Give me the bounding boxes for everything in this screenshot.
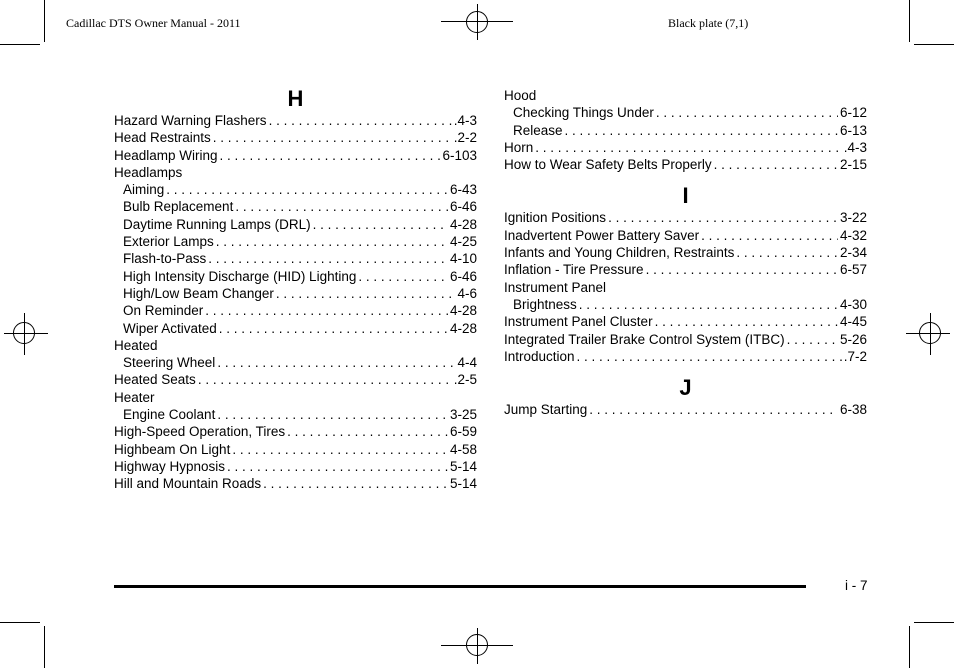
- index-entry-label: How to Wear Safety Belts Properly: [504, 157, 712, 173]
- index-entry-page: 5-14: [449, 476, 477, 492]
- index-entry: [504, 139, 867, 156]
- index-column-left: [114, 86, 477, 493]
- index-entry: [114, 320, 477, 337]
- index-entry-label: Head Restraints: [114, 130, 211, 146]
- index-entry-page: 6-38: [839, 402, 867, 418]
- index-entry: [114, 458, 477, 475]
- dot-leader: [227, 458, 448, 475]
- section-letter: I: [682, 183, 689, 209]
- index-entry-label: Heated Seats: [114, 372, 196, 388]
- dot-leader: [235, 198, 448, 215]
- index-column-right: [504, 87, 867, 418]
- index-entry-page: 2-34: [839, 245, 867, 261]
- index-entry-page: 4-28: [449, 216, 477, 232]
- index-entry: [114, 285, 477, 302]
- index-entry: [114, 147, 477, 164]
- index-entry: [114, 406, 477, 423]
- index-entry-page: 4-28: [449, 320, 477, 336]
- index-entry: [504, 296, 867, 313]
- index-entry-page: 6-57: [839, 262, 867, 278]
- header-manual-title: Cadillac DTS Owner Manual - 2011: [66, 16, 241, 30]
- index-entry-list: [114, 112, 477, 493]
- index-entry-label: Release: [513, 122, 563, 138]
- index-entry-label: Hazard Warning Flashers: [114, 113, 267, 128]
- dot-leader: [313, 216, 448, 233]
- dot-leader: [358, 268, 448, 285]
- index-letter-group: [504, 365, 867, 418]
- index-entry: [114, 371, 477, 388]
- index-entry: [114, 475, 477, 492]
- index-entry: [504, 122, 867, 139]
- dot-leader: [655, 313, 838, 330]
- dot-leader: [535, 139, 841, 156]
- index-entry: [504, 401, 867, 418]
- index-entry-page: 4-32: [839, 227, 867, 243]
- index-entry: [504, 261, 867, 278]
- dot-leader: [232, 441, 448, 458]
- index-entry-label: Instrument Panel Cluster: [504, 314, 653, 330]
- index-entry-page: .2-5: [453, 372, 477, 388]
- index-entry: [504, 348, 867, 365]
- dot-leader: [217, 354, 455, 371]
- dot-leader: [646, 261, 838, 278]
- index-entry-page: 3-22: [839, 210, 867, 226]
- dot-leader: [213, 129, 452, 146]
- index-entry-label: Highway Hypnosis: [114, 458, 226, 474]
- index-entry: [114, 354, 477, 371]
- index-entry-label: High-Speed Operation, Tires: [114, 424, 286, 440]
- index-entry-label: Inadvertent Power Battery Saver: [504, 227, 700, 243]
- index-entry-label: Exterior Lamps: [123, 234, 214, 250]
- index-entry-page: .4-3: [843, 139, 867, 155]
- footer-rule: [114, 585, 806, 588]
- index-entry-label: On Reminder: [123, 303, 204, 319]
- dot-leader: [166, 181, 448, 198]
- index-entry-label: Inflation - Tire Pressure: [504, 262, 644, 278]
- index-entry-page: 6-59: [449, 424, 477, 440]
- dot-leader: [714, 156, 838, 173]
- index-entry-page: 4-58: [449, 441, 477, 457]
- dot-leader: [589, 401, 838, 418]
- index-entry-page: 6-12: [839, 105, 867, 121]
- index-entry-page: 6-46: [449, 199, 477, 215]
- index-entry-label: Jump Starting: [504, 402, 588, 418]
- index-entry: [114, 198, 477, 215]
- index-entry-page: 4-4: [457, 355, 477, 371]
- index-group-list: [504, 87, 867, 418]
- index-entry-label: High/Low Beam Changer: [123, 285, 274, 301]
- index-entry-page: 6-43: [449, 182, 477, 198]
- index-entry: [504, 313, 867, 330]
- dot-leader: [276, 285, 456, 302]
- index-entry: [114, 389, 477, 406]
- index-entry: [504, 156, 867, 173]
- index-entry-page: 4-25: [449, 234, 477, 250]
- index-entry-label: Steering Wheel: [123, 355, 216, 371]
- index-letter-group: [504, 87, 867, 173]
- page-number: i - 7: [845, 578, 868, 593]
- index-entry: [504, 244, 867, 261]
- index-entry-label: Hood: [504, 88, 537, 103]
- dot-leader: [198, 371, 452, 388]
- index-entry: [114, 129, 477, 146]
- index-entry-page: .7-2: [843, 348, 867, 364]
- dot-leader: [208, 250, 448, 267]
- index-entry-page: .4-3: [453, 113, 477, 128]
- dot-leader: [656, 104, 838, 121]
- index-entry-label: Headlamps: [114, 164, 183, 180]
- section-letter-h: H: [287, 86, 304, 111]
- dot-leader: [205, 302, 448, 319]
- index-entry: [114, 216, 477, 233]
- index-entry-page: 6-46: [449, 268, 477, 284]
- index-letter-group: [504, 173, 867, 365]
- section-letter: J: [679, 375, 692, 401]
- dot-leader: [565, 122, 838, 139]
- index-entry-page: 4-10: [449, 251, 477, 267]
- index-entry-page: 6-13: [839, 122, 867, 138]
- index-entry-label: Heated: [114, 337, 158, 353]
- index-entry: [114, 233, 477, 250]
- index-entry-label: Integrated Trailer Brake Control System (ITBC): [504, 331, 785, 347]
- index-entry-label: Daytime Running Lamps (DRL): [123, 216, 311, 232]
- dot-leader: [269, 112, 452, 129]
- index-entry: [504, 331, 867, 348]
- dot-leader: [579, 296, 838, 313]
- index-entry: [114, 181, 477, 198]
- index-entry-label: Brightness: [513, 296, 577, 312]
- dot-leader: [608, 209, 838, 226]
- index-entry: [114, 112, 477, 129]
- index-entry: [504, 104, 867, 121]
- index-entry-label: Headlamp Wiring: [114, 147, 218, 163]
- dot-leader: [577, 348, 842, 365]
- index-entry: [114, 337, 477, 354]
- dot-leader: [216, 233, 448, 250]
- index-entry-page: .2-2: [453, 130, 477, 146]
- index-entry-page: 4-6: [457, 285, 477, 301]
- index-entry-page: 5-26: [839, 331, 867, 347]
- dot-leader: [217, 406, 448, 423]
- dot-leader: [263, 475, 448, 492]
- index-entry: [114, 302, 477, 319]
- index-entry-page: 5-14: [449, 458, 477, 474]
- index-entry: [504, 279, 867, 296]
- index-entry-label: Aiming: [123, 182, 165, 198]
- index-entry: [114, 164, 477, 181]
- index-entry-label: High Intensity Discharge (HID) Lighting: [123, 268, 357, 284]
- index-entry: [504, 227, 867, 244]
- index-entry-page: 4-45: [839, 314, 867, 330]
- dot-leader: [220, 147, 441, 164]
- header-plate-label: Black plate (7,1): [668, 16, 749, 30]
- index-entry-page: 4-30: [839, 296, 867, 312]
- index-entry-page: 3-25: [449, 407, 477, 423]
- index-entry-label: Hill and Mountain Roads: [114, 476, 262, 492]
- index-entry-label: Infants and Young Children, Restraints: [504, 245, 735, 261]
- index-entry-label: Checking Things Under: [513, 105, 654, 121]
- index-entry: [504, 209, 867, 226]
- index-entry-label: Instrument Panel: [504, 279, 607, 295]
- index-entry-page: 6-103: [442, 147, 477, 163]
- index-entry: [114, 423, 477, 440]
- index-entry-label: Flash-to-Pass: [123, 251, 207, 267]
- dot-leader: [736, 244, 838, 261]
- index-entry-label: Horn: [504, 139, 534, 155]
- index-entry-page: 4-28: [449, 303, 477, 319]
- index-entry-page: 2-15: [839, 157, 867, 173]
- index-entry: [114, 250, 477, 267]
- index-entry-label: Heater: [114, 389, 155, 405]
- index-entry-label: Highbeam On Light: [114, 441, 231, 457]
- index-entry: [504, 87, 867, 104]
- index-entry: [114, 268, 477, 285]
- index-entry-label: Ignition Positions: [504, 210, 607, 226]
- dot-leader: [701, 227, 838, 244]
- index-entry-label: Wiper Activated: [123, 320, 217, 336]
- dot-leader: [219, 320, 448, 337]
- dot-leader: [787, 331, 838, 348]
- index-entry-label: Engine Coolant: [123, 407, 216, 423]
- index-entry-label: Bulb Replacement: [123, 199, 234, 215]
- index-entry-label: Introduction: [504, 348, 575, 364]
- index-entry: [114, 441, 477, 458]
- dot-leader: [287, 423, 448, 440]
